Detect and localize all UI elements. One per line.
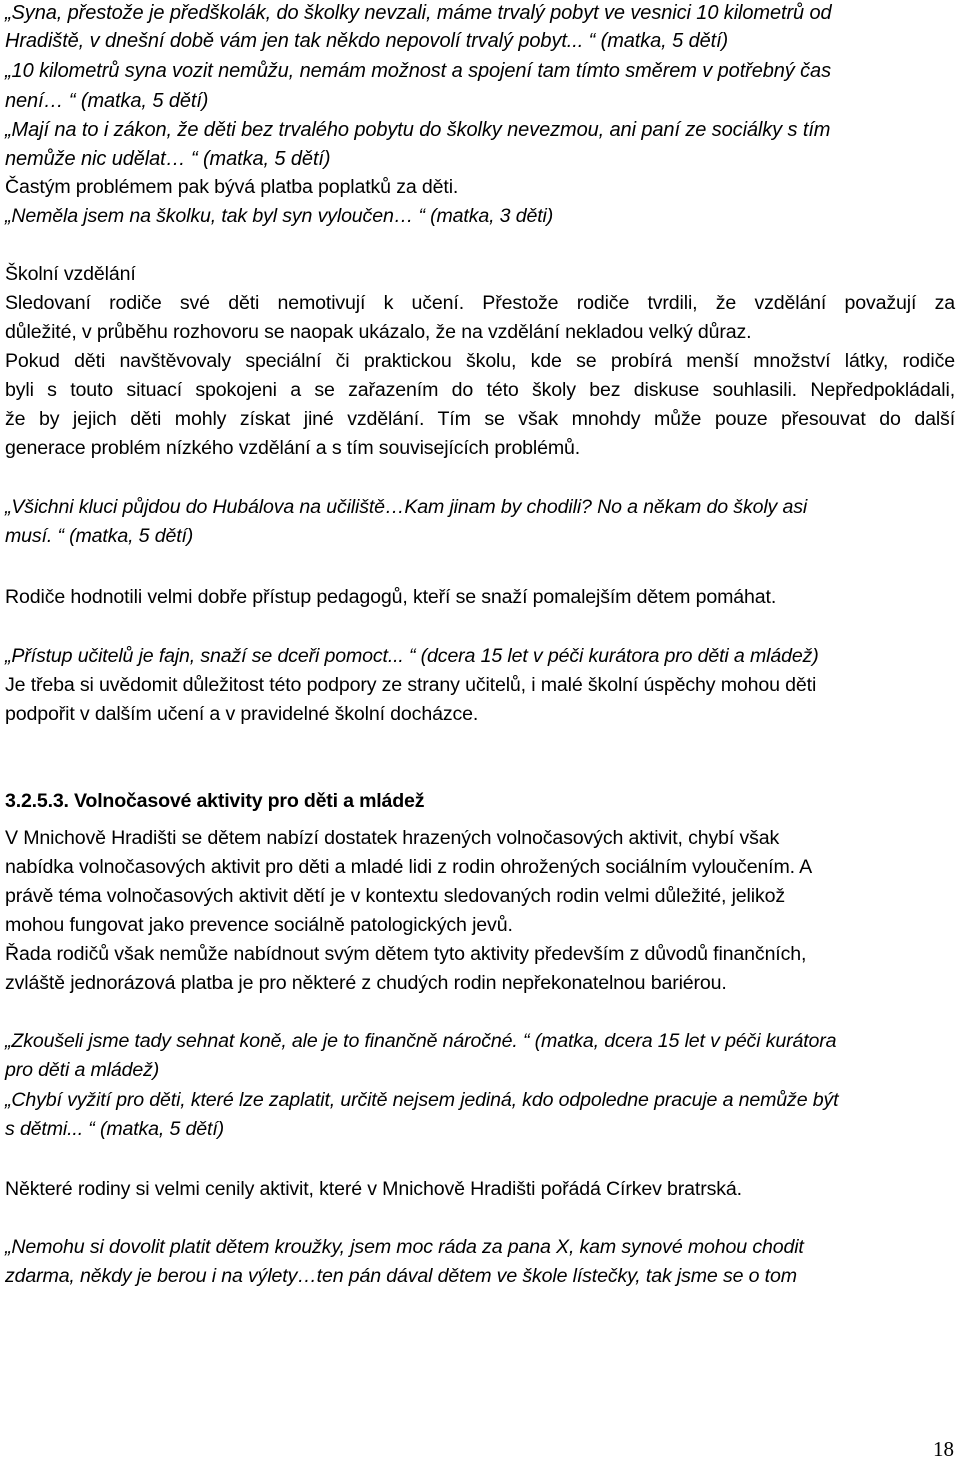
subheading-school-education: Školní vzdělání	[5, 263, 136, 285]
paragraph-line: důležité, v průběhu rozhovoru se naopak ukázalo, že na vzdělání nekladou velký důraz.	[5, 321, 752, 343]
quote-line: „Všichni kluci půjdou do Hubálova na učiliště…Kam jinam by chodili? No a někam do školy asi	[5, 496, 808, 518]
body-text: Rodiče hodnotili velmi dobře přístup pedagogů, kteří se snaží pomalejším dětem pomáhat.	[5, 586, 777, 608]
paragraph-line: mohou fungovat jako prevence sociálně patologických jevů.	[5, 914, 513, 936]
quote-line: „Nemohu si dovolit platit dětem kroužky, jsem moc ráda za pana X, kam synové mohou chodit	[5, 1236, 804, 1258]
quote-line: s dětmi... “ (matka, 5 dětí)	[5, 1118, 225, 1140]
paragraph-line: že by jejich děti mohly získat jiné vzdělání. Tím se však mnohdy může pouze přesouvat do další	[5, 408, 955, 430]
quote-line: „Chybí vyžití pro děti, které lze zaplatit, určitě nejsem jediná, kdo odpoledne pracuje a nemůže být	[5, 1089, 839, 1111]
paragraph-line: Je třeba si uvědomit důležitost této podpory ze strany učitelů, i malé školní úspěchy mohou děti	[5, 674, 817, 696]
paragraph-line: Sledovaní rodiče své děti nemotivují k učení. Přestože rodiče tvrdili, že vzdělání považují za	[5, 292, 955, 314]
paragraph-line: byli s touto situací spokojeni a se zařazením do této školy bez diskuse souhlasili. Nepředpokládali,	[5, 379, 955, 401]
body-text: Častým problémem pak bývá platba poplatků za děti.	[5, 176, 459, 198]
quote-line: „Neměla jsem na školku, tak byl syn vyloučen… “ (matka, 3 děti)	[5, 205, 554, 227]
paragraph-line: generace problém nízkého vzdělání a s tím souvisejících problémů.	[5, 437, 581, 459]
page-number: 18	[933, 1437, 954, 1461]
quote-line: musí. “ (matka, 5 dětí)	[5, 525, 194, 547]
section-heading: 3.2.5.3. Volnočasové aktivity pro děti a mládež	[5, 790, 425, 812]
quote-line: Hradiště, v dnešní době vám jen tak někdo nepovolí trvalý pobyt... “ (matka, 5 dětí)	[5, 30, 729, 52]
paragraph-line: podpořit v dalším učení a v pravidelné školní docházce.	[5, 703, 479, 725]
paragraph-line: Řada rodičů však nemůže nabídnout svým dětem tyto aktivity především z důvodů finančních,	[5, 943, 807, 965]
quote-line: není… “ (matka, 5 dětí)	[5, 90, 209, 112]
paragraph-line: Pokud děti navštěvovaly speciální či praktickou školu, kde se probírá menší množství látky, rodiče	[5, 350, 955, 372]
paragraph-line: zvláště jednorázová platba je pro některé z chudých rodin nepřekonatelnou bariérou.	[5, 972, 727, 994]
quote-line: „Přístup učitelů je fajn, snaží se dceři pomoct... “ (dcera 15 let v péči kurátora pro děti a mládež)	[5, 645, 819, 667]
document-page	[5, 0, 955, 1463]
quote-line: „Syna, přestože je předškolák, do školky nevzali, máme trvalý pobyt ve vesnici 10 kilometrů od	[5, 2, 832, 24]
quote-line: nemůže nic udělat… “ (matka, 5 dětí)	[5, 148, 331, 170]
quote-line: pro děti a mládež)	[5, 1059, 160, 1081]
quote-line: zdarma, někdy je berou i na výlety…ten pán dával dětem ve škole lístečky, tak jsme se o tom	[5, 1265, 797, 1287]
paragraph-line: právě téma volnočasových aktivit dětí je v kontextu sledovaných rodin velmi důležité, jelikož	[5, 885, 785, 907]
quote-line: „10 kilometrů syna vozit nemůžu, nemám možnost a spojení tam tímto směrem v potřebný čas	[5, 60, 831, 82]
paragraph-line: nabídka volnočasových aktivit pro děti a mladé lidi z rodin ohrožených sociálním vyloučením. A	[5, 856, 813, 878]
paragraph-line: V Mnichově Hradišti se dětem nabízí dostatek hrazených volnočasových aktivit, chybí však	[5, 827, 780, 849]
quote-line: „Zkoušeli jsme tady sehnat koně, ale je to finančně náročné. “ (matka, dcera 15 let v péči kurátora	[5, 1030, 837, 1052]
quote-line: „Mají na to i zákon, že děti bez trvalého pobytu do školky nevezmou, ani paní ze sociálky s tím	[5, 119, 831, 141]
body-text: Některé rodiny si velmi cenily aktivit, které v Mnichově Hradišti pořádá Církev bratrská.	[5, 1178, 742, 1200]
